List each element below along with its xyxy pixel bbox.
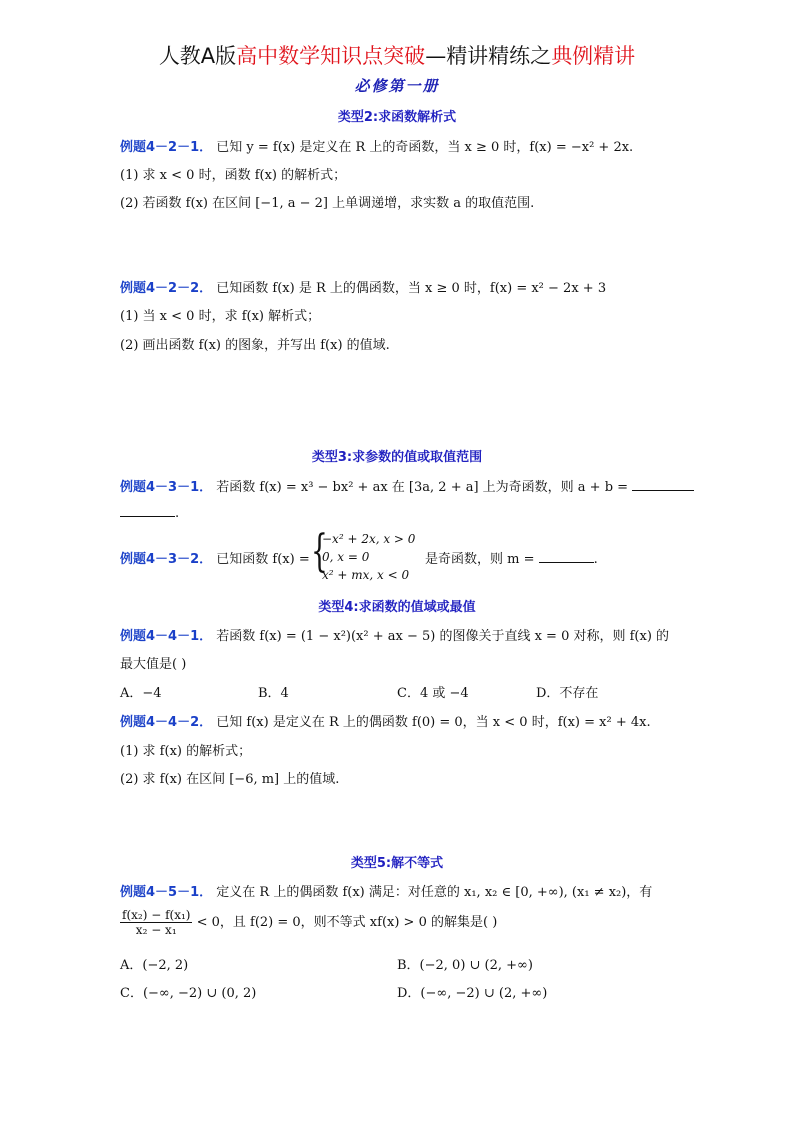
- section-heading-3: 类型3:求参数的值或取值范围: [311, 450, 483, 465]
- example-text-prefix: 已知函数 f(x) =: [216, 552, 310, 567]
- section-heading-5: 类型5:解不等式: [350, 856, 444, 871]
- answer-blank-continued: [120, 504, 175, 517]
- answer-blank: [539, 550, 594, 563]
- example-4-3-1-stem: [120, 476, 694, 495]
- example-4-2-1-question-1: (1) 求 x < 0 时，函数 f(x) 的解析式；: [120, 168, 347, 183]
- example-tail: .: [175, 506, 180, 521]
- option-d: D．不存在: [536, 686, 599, 701]
- option-c: C．4 或 −4: [397, 686, 469, 701]
- example-label: 例题4－5－1．: [120, 885, 213, 900]
- example-4-5-1-condition: [120, 908, 497, 937]
- example-4-2-2-question-2: (2) 画出函数 f(x) 的图象，并写出 f(x) 的值域.: [120, 338, 390, 353]
- example-4-4-2-question-1: (1) 求 f(x) 的解析式；: [120, 744, 252, 759]
- example-text: 已知函数 f(x) 是 R 上的偶函数，当 x ≥ 0 时，f(x) = x² − 2x + 3: [216, 281, 607, 296]
- page-title: [0, 40, 794, 70]
- answer-blank: [632, 478, 694, 491]
- title-part-2: 高中数学知识点突破: [236, 44, 426, 68]
- example-4-4-2-stem: [120, 711, 651, 730]
- section-heading-2: 类型2:求函数解析式: [337, 110, 457, 125]
- fraction-denominator: x₂ − x₁: [135, 923, 177, 937]
- page-subtitle: 必修第一册: [354, 77, 440, 95]
- piecewise-case-2: 0, x = 0: [322, 550, 370, 564]
- option-c: C．(−∞, −2) ∪ (0, 2): [120, 986, 257, 1001]
- example-text: 若函数 f(x) = (1 − x²)(x² + ax − 5) 的图像关于直线 x = 0 对称，则 f(x) 的: [216, 629, 670, 644]
- piecewise-case-1: −x² + 2x, x > 0: [322, 532, 416, 546]
- example-label: 例题4－3－1．: [120, 480, 213, 495]
- piecewise-brace-icon: {: [311, 526, 328, 577]
- option-a: A．(−2, 2): [120, 958, 189, 973]
- example-label: 例题4－4－2．: [120, 715, 213, 730]
- example-4-3-2-stem: [120, 548, 310, 567]
- option-b: B．(−2, 0) ∪ (2, +∞): [397, 958, 533, 973]
- example-label: 例题4－2－1．: [120, 140, 213, 155]
- title-part-1: 人教A版: [158, 44, 237, 68]
- example-text-suffix: 是奇函数，则 m =: [425, 552, 535, 567]
- example-text: 已知 f(x) 是定义在 R 上的偶函数 f(0) = 0，当 x < 0 时，f(x) = x² + 4x.: [216, 715, 651, 730]
- option-d: D．(−∞, −2) ∪ (2, +∞): [397, 986, 548, 1001]
- title-part-3: —精讲精练之: [425, 44, 552, 68]
- example-tail: .: [593, 552, 598, 567]
- example-4-3-2-suffix: [425, 548, 598, 567]
- option-a: A．−4: [120, 686, 162, 701]
- difference-quotient-fraction: [120, 908, 192, 937]
- example-4-3-1-continuation: [120, 504, 179, 521]
- example-4-2-1-stem: [120, 136, 633, 155]
- piecewise-case-3: x² + mx, x < 0: [322, 568, 410, 582]
- example-4-4-1-stem: [120, 625, 669, 644]
- option-b: B．4: [258, 686, 289, 701]
- example-4-2-1-question-2: (2) 若函数 f(x) 在区间 [−1, a − 2] 上单调递增，求实数 a 的取值范围.: [120, 196, 535, 211]
- fraction-numerator: f(x₂) − f(x₁): [122, 908, 191, 922]
- example-4-4-2-question-2: (2) 求 f(x) 在区间 [−6, m] 上的值域.: [120, 772, 340, 787]
- example-4-2-2-stem: [120, 277, 606, 296]
- section-heading-4: 类型4:求函数的值域或最值: [318, 600, 476, 615]
- example-4-4-1-stem-continued: 最大值是( ): [120, 657, 187, 672]
- example-text: 若函数 f(x) = x³ − bx² + ax 在 [3a, 2 + a] 上为奇函数，则 a + b =: [216, 480, 629, 495]
- example-4-5-1-stem: [120, 881, 652, 900]
- example-label: 例题4－2－2．: [120, 281, 213, 296]
- example-label: 例题4－3－2．: [120, 552, 213, 567]
- example-text: 定义在 R 上的偶函数 f(x) 满足：对任意的 x₁, x₂ ∈ [0, +∞), (x₁ ≠ x₂)，有: [216, 885, 653, 900]
- title-part-4: 典例精讲: [551, 44, 636, 68]
- example-text: 已知 y = f(x) 是定义在 R 上的奇函数，当 x ≥ 0 时，f(x) = −x² + 2x.: [216, 140, 634, 155]
- example-label: 例题4－4－1．: [120, 629, 213, 644]
- example-text-continued: < 0，且 f(2) = 0，则不等式 xf(x) > 0 的解集是( ): [196, 915, 498, 930]
- example-4-2-2-question-1: (1) 当 x < 0 时，求 f(x) 解析式；: [120, 309, 321, 324]
